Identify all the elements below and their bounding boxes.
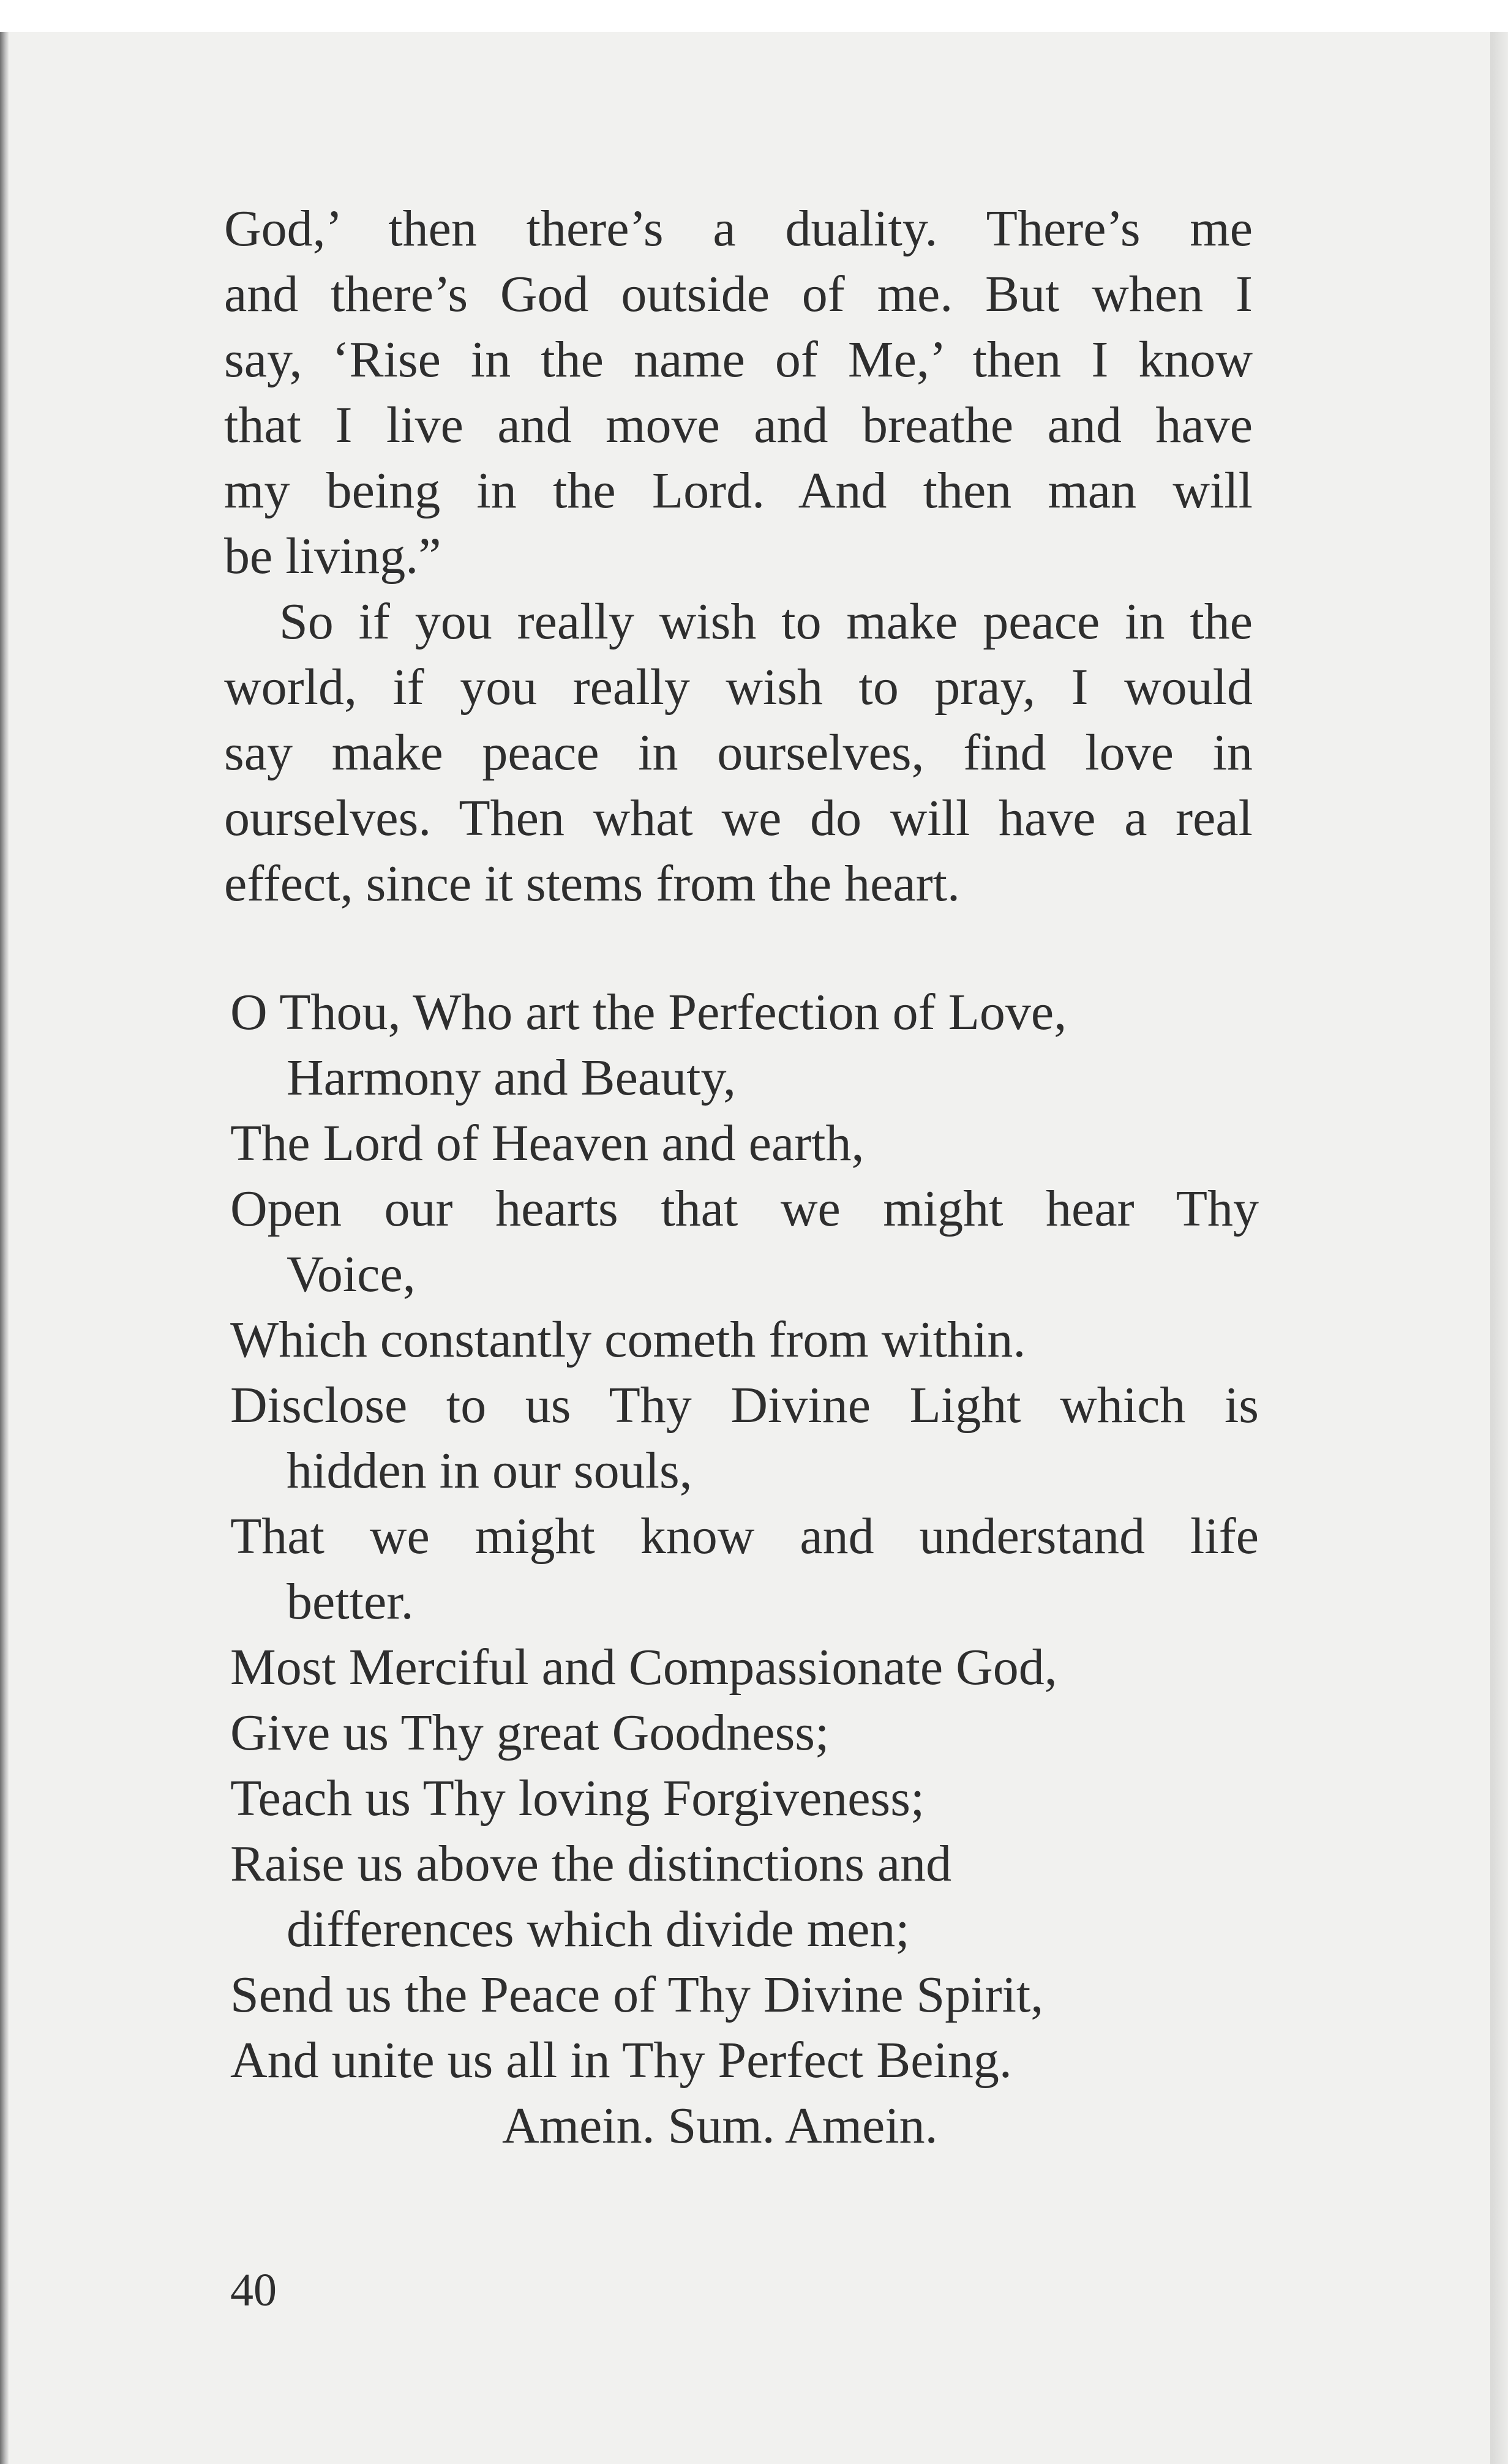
prose-line: and there’s God outside of me. But when I xyxy=(224,266,1253,323)
prayer-line: better. xyxy=(287,1573,414,1630)
prayer-line: Open our hearts that we might hear Thy xyxy=(230,1180,1259,1237)
prayer-line: Give us Thy great Goodness; xyxy=(230,1704,830,1761)
prayer-line: Raise us above the distinctions and xyxy=(230,1835,952,1892)
prayer-closing-line: Amein. Sum. Amein. xyxy=(502,2097,938,2154)
page-number: 40 xyxy=(230,2264,277,2316)
prayer-line: Send us the Peace of Thy Divine Spirit, xyxy=(230,1966,1044,2023)
prose-line: So if you really wish to make peace in the xyxy=(279,593,1253,650)
prose-line: God,’ then there’s a duality. There’s me xyxy=(224,200,1253,257)
prayer-line: That we might know and understand life xyxy=(230,1508,1259,1565)
prayer-line: hidden in our souls, xyxy=(287,1442,692,1499)
prayer-line: And unite us all in Thy Perfect Being. xyxy=(230,2032,1012,2089)
prose-line: say, ‘Rise in the name of Me,’ then I know xyxy=(224,331,1253,388)
prayer-line: Teach us Thy loving Forgiveness; xyxy=(230,1770,925,1827)
prose-line: world, if you really wish to pray, I would xyxy=(224,659,1253,716)
prayer-line: O Thou, Who art the Perfection of Love, xyxy=(230,984,1067,1041)
prayer-line: Disclose to us Thy Divine Light which is xyxy=(230,1377,1259,1434)
page-left-edge-shadow xyxy=(0,32,9,2464)
scan-top-margin xyxy=(0,0,1508,32)
prose-line: be living.” xyxy=(224,528,441,585)
prose-line: my being in the Lord. And then man will xyxy=(224,462,1253,519)
prayer-line: The Lord of Heaven and earth, xyxy=(230,1115,865,1172)
page-right-edge xyxy=(1490,32,1508,2464)
prayer-line: differences which divide men; xyxy=(287,1901,910,1958)
prayer-line: Most Merciful and Compassionate God, xyxy=(230,1639,1057,1696)
prose-line: say make peace in ourselves, find love in xyxy=(224,724,1253,781)
prose-line: that I live and move and breathe and have xyxy=(224,397,1253,454)
prayer-line: Voice, xyxy=(287,1246,416,1303)
prose-line: ourselves. Then what we do will have a real xyxy=(224,790,1253,847)
prayer-line: Harmony and Beauty, xyxy=(287,1049,737,1106)
prose-line: effect, since it stems from the heart. xyxy=(224,855,961,912)
prayer-line: Which constantly cometh from within. xyxy=(230,1311,1026,1368)
